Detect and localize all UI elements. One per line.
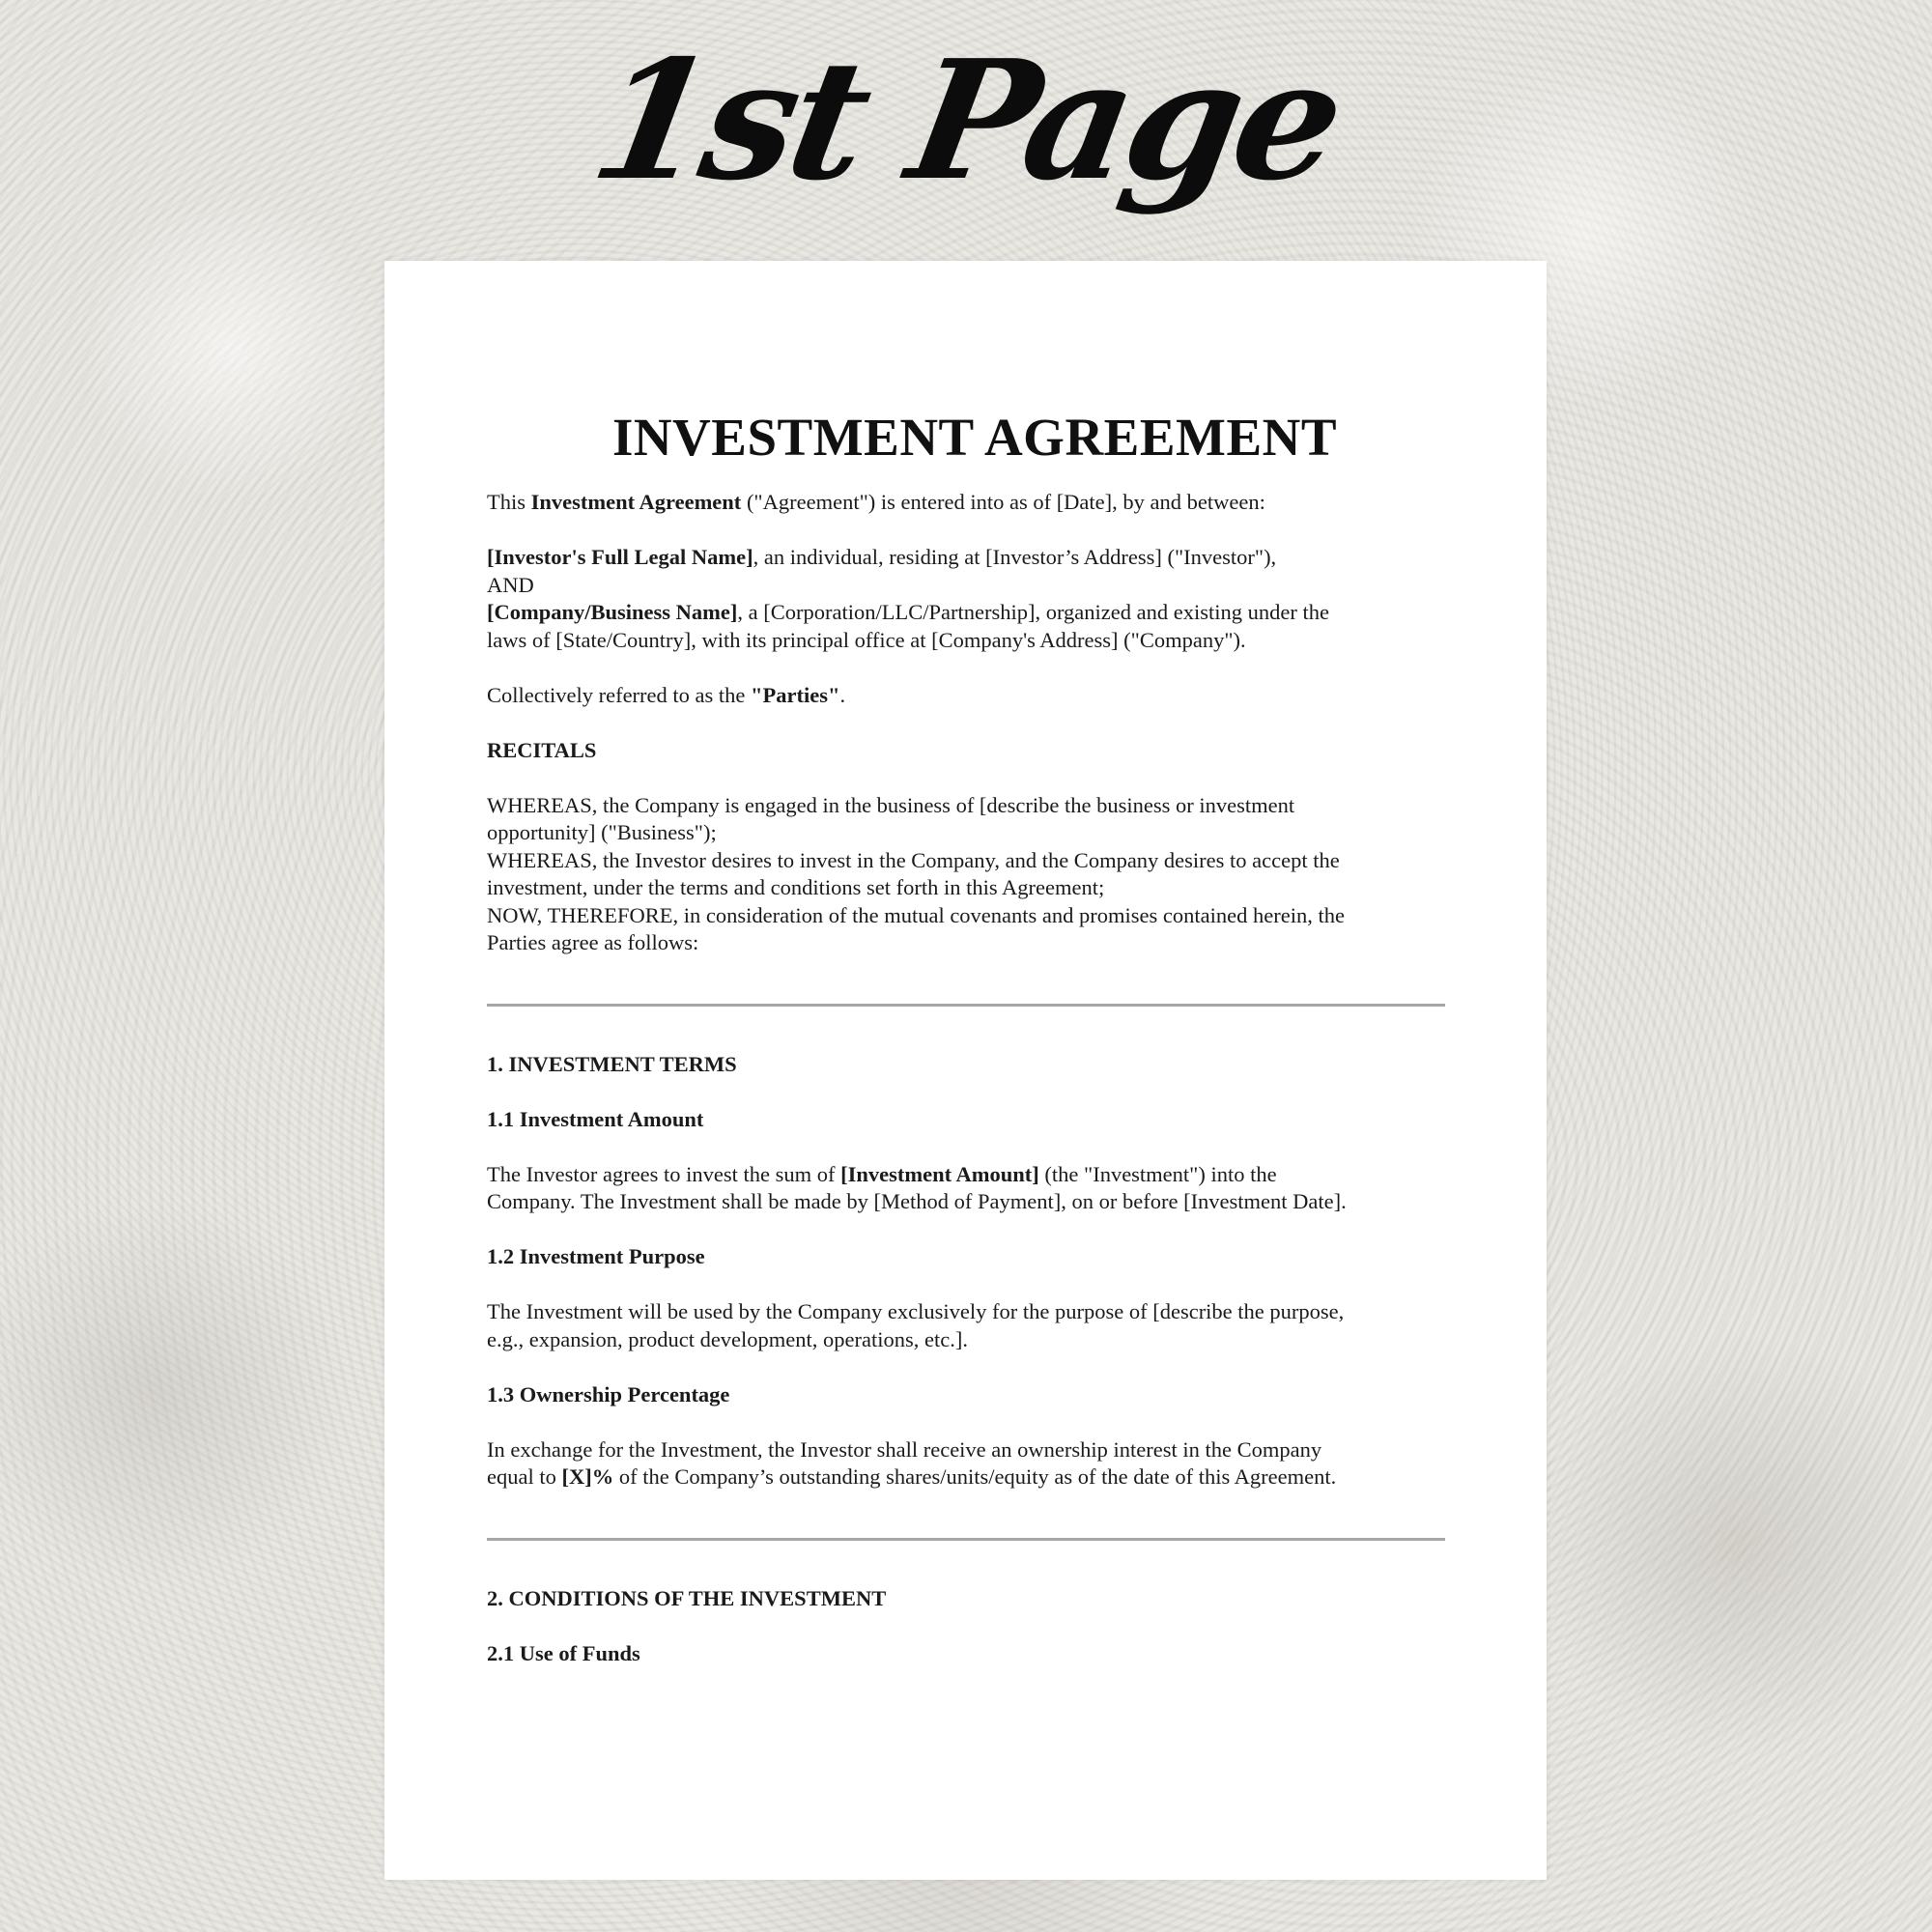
intro-bold: Investment Agreement bbox=[530, 490, 742, 514]
recital-line: NOW, THEREFORE, in consideration of the mutual covenants and promises contained herein, the bbox=[487, 902, 1345, 927]
section-divider bbox=[487, 1538, 1445, 1541]
subsection-1-3-heading: 1.3 Ownership Percentage bbox=[487, 1381, 730, 1406]
document-page bbox=[384, 261, 1547, 1880]
collective-end: . bbox=[839, 682, 846, 707]
collective-text: Collectively referred to as the bbox=[487, 682, 752, 707]
amount-text-end: (the "Investment") into the bbox=[1038, 1161, 1277, 1186]
section-2-heading: 2. CONDITIONS OF THE INVESTMENT bbox=[487, 1585, 887, 1610]
investment-amount: [Investment Amount] bbox=[840, 1161, 1039, 1186]
banner-title: 1st Page bbox=[580, 24, 1352, 217]
ownership-text-end: of the Company’s outstanding shares/units/equity as of the date of this Agreement. bbox=[613, 1464, 1337, 1489]
parties-label: "Parties" bbox=[751, 682, 840, 707]
intro-paragraph bbox=[487, 489, 1463, 517]
intro-text-end: ("Agreement") is entered into as of [Date], by and between: bbox=[741, 490, 1265, 514]
subsection-1-3-text: In exchange for the Investment, the Investor shall receive an ownership interest in the Company bbox=[487, 1436, 1322, 1462]
subsection-1-2-text-2: e.g., expansion, product development, operations, etc.]. bbox=[487, 1326, 968, 1351]
subsection-2-1-heading: 2.1 Use of Funds bbox=[487, 1640, 640, 1665]
document-content bbox=[487, 406, 1463, 1667]
recital-line: WHEREAS, the Investor desires to invest in the Company, and the Company desires to accept the bbox=[487, 847, 1340, 872]
recital-line: investment, under the terms and conditions set forth in this Agreement; bbox=[487, 875, 1105, 899]
subsection-1-2-heading: 1.2 Investment Purpose bbox=[487, 1244, 705, 1268]
recital-line: Parties agree as follows: bbox=[487, 930, 699, 954]
recitals-heading: RECITALS bbox=[487, 737, 597, 762]
amount-text: The Investor agrees to invest the sum of bbox=[487, 1161, 841, 1186]
section-1-heading: 1. INVESTMENT TERMS bbox=[487, 1051, 737, 1076]
subsection-1-1-text-2: Company. The Investment shall be made by [Method of Payment], on or before [Investment Date]. bbox=[487, 1189, 1347, 1213]
recital-line: opportunity] ("Business"); bbox=[487, 820, 717, 844]
recital-line: WHEREAS, the Company is engaged in the business of [describe the business or investment bbox=[487, 792, 1295, 817]
subsection-1-1-heading: 1.1 Investment Amount bbox=[487, 1106, 704, 1131]
company-line bbox=[487, 599, 1463, 627]
intro-text: This bbox=[487, 490, 531, 514]
collective-line bbox=[487, 682, 1463, 710]
and-line: AND bbox=[487, 572, 534, 597]
company-detail: , a [Corporation/LLC/Partnership], organized and existing under the bbox=[737, 600, 1329, 624]
ownership-text: equal to bbox=[487, 1464, 562, 1489]
subsection-1-2-text: The Investment will be used by the Company exclusively for the purpose of [describe the purpose, bbox=[487, 1299, 1345, 1323]
investor-line bbox=[487, 544, 1463, 572]
subsection-1-3-text-2 bbox=[487, 1463, 1463, 1492]
section-divider bbox=[487, 1004, 1445, 1007]
investor-name: [Investor's Full Legal Name] bbox=[487, 545, 753, 569]
company-line-2: laws of [State/Country], with its principal office at [Company's Address] ("Company"). bbox=[487, 627, 1246, 652]
subsection-1-1-text bbox=[487, 1161, 1463, 1189]
document-title: INVESTMENT AGREEMENT bbox=[611, 408, 1338, 467]
ownership-percentage: [X]% bbox=[561, 1464, 614, 1489]
investor-detail: , an individual, residing at [Investor’s Address] ("Investor"), bbox=[753, 545, 1277, 569]
company-name: [Company/Business Name] bbox=[487, 600, 738, 624]
